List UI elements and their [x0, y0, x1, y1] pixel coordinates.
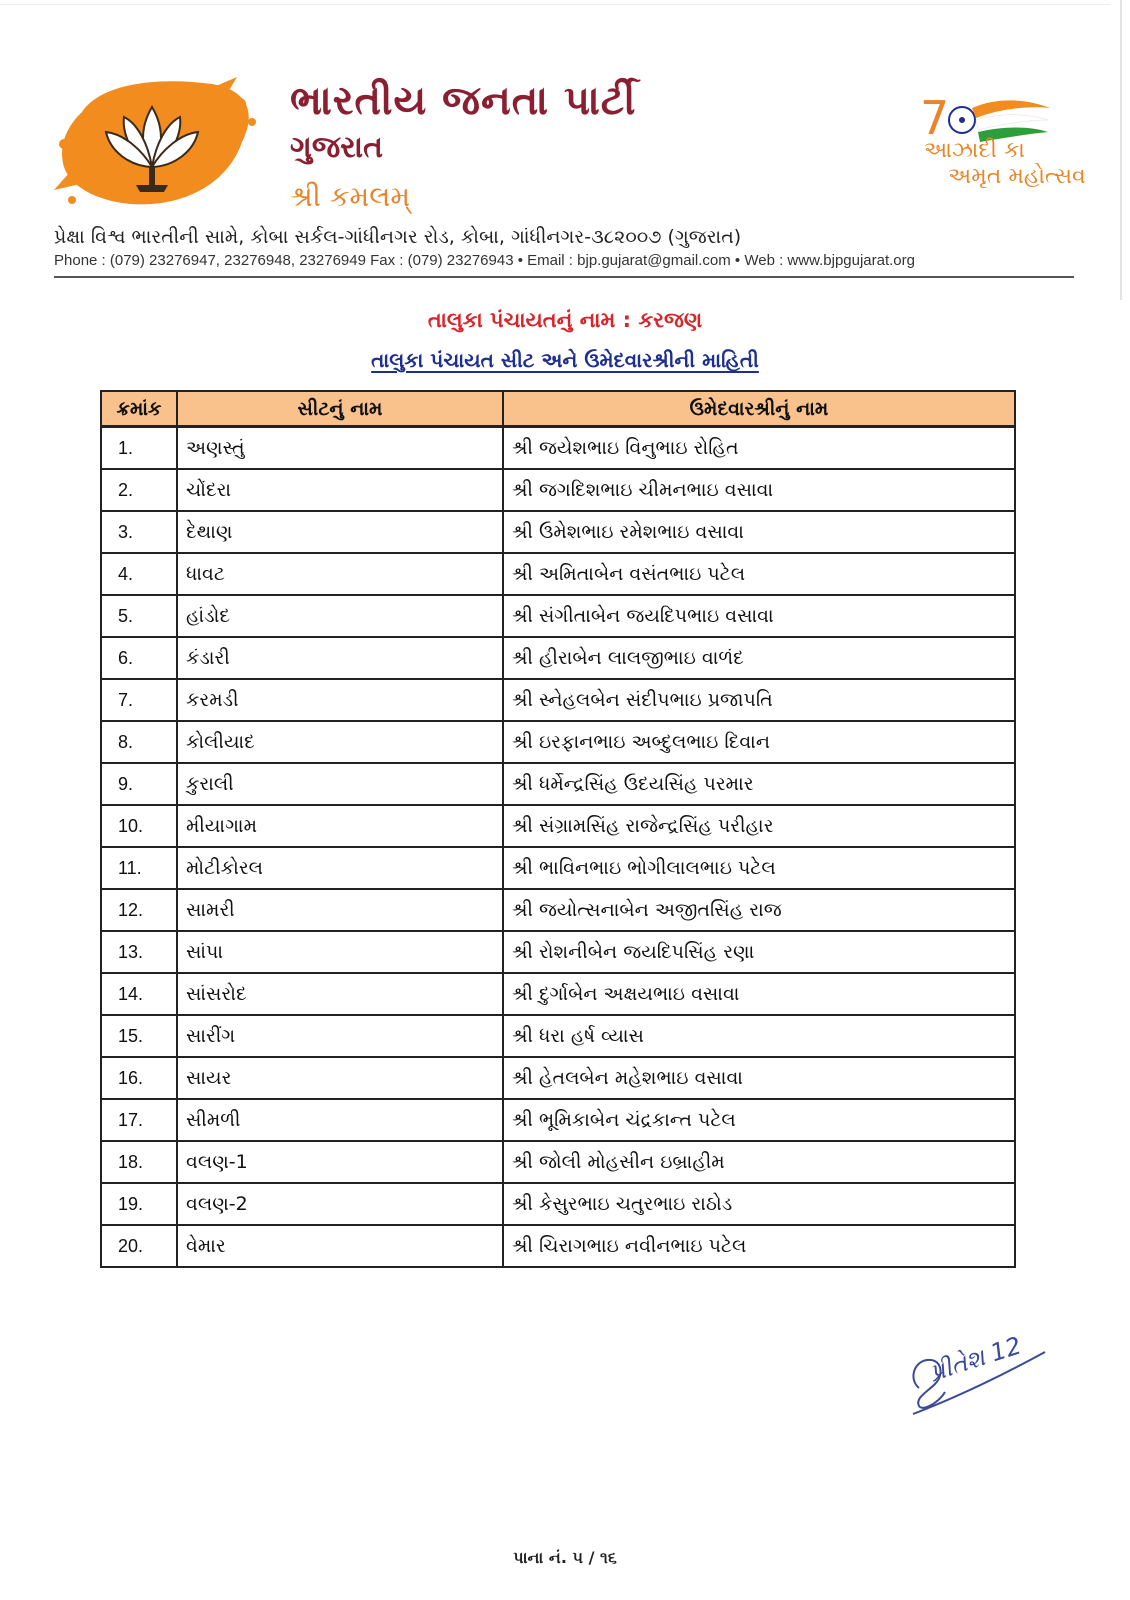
seat-cell: હાંડોદ	[177, 595, 503, 637]
candidate-cell: શ્રી દુર્ગાબેન અક્ષયભાઇ વસાવા	[503, 973, 1015, 1015]
bjp-lotus-logo	[52, 72, 262, 212]
serial-cell: 17.	[101, 1099, 177, 1141]
seat-cell: સાંસરોદ	[177, 973, 503, 1015]
candidate-cell: શ્રી ઇરફાનભાઇ અબ્દુલભાઇ દિવાન	[503, 721, 1015, 763]
candidate-cell: શ્રી સંગીતાબેન જયદિપભાઇ વસાવા	[503, 595, 1015, 637]
serial-cell: 20.	[101, 1225, 177, 1267]
party-title: ભારતીય જનતા પાર્ટી	[290, 78, 637, 124]
table-row	[101, 553, 1015, 595]
page-number: પાના નં. ૫ / ૧૬	[513, 1548, 617, 1567]
taluka-name-heading: તાલુકા પંચાયતનું નામ : કરજણ	[427, 308, 703, 332]
table-row	[101, 1141, 1015, 1183]
seat-cell: સીમળી	[177, 1099, 503, 1141]
serial-cell: 10.	[101, 805, 177, 847]
candidate-cell: શ્રી સંગ્રામસિંહ રાજેન્દ્રસિંહ પરીહાર	[503, 805, 1015, 847]
candidate-cell: શ્રી જોલી મોહસીન ઇબ્રાહીમ	[503, 1141, 1015, 1183]
badge-line-2: અમૃત મહોત્સવ	[948, 164, 1086, 189]
seat-cell: વેમાર	[177, 1225, 503, 1267]
contact-details: Phone : (079) 23276947, 23276948, 23276949 Fax : (079) 23276943 • Email : bjp.gujarat@gmail.com • Web : www.bjpgujarat.org	[54, 252, 915, 269]
table-row	[101, 469, 1015, 511]
table-row	[101, 847, 1015, 889]
seat-cell: દેથાણ	[177, 511, 503, 553]
serial-cell: 13.	[101, 931, 177, 973]
table-header-row	[101, 391, 1015, 427]
candidate-cell: શ્રી ઉમેશભાઇ રમેશભાઇ વસાવા	[503, 511, 1015, 553]
table-row	[101, 637, 1015, 679]
serial-cell: 19.	[101, 1183, 177, 1225]
candidate-table	[100, 390, 1016, 1268]
party-state: ગુજરાત	[290, 130, 384, 165]
candidate-cell: શ્રી ચિરાગભાઇ નવીનભાઇ પટેલ	[503, 1225, 1015, 1267]
seat-cell: સારીંગ	[177, 1015, 503, 1057]
seat-cell: ચોંદરા	[177, 469, 503, 511]
table-row	[101, 1183, 1015, 1225]
seat-cell: સામરી	[177, 889, 503, 931]
table-row	[101, 1057, 1015, 1099]
serial-cell: 16.	[101, 1057, 177, 1099]
serial-cell: 1.	[101, 427, 177, 470]
seat-cell: કુરાલી	[177, 763, 503, 805]
candidate-cell: શ્રી હીરાબેન લાલજીભાઇ વાળંદ	[503, 637, 1015, 679]
serial-cell: 5.	[101, 595, 177, 637]
document-subtitle	[0, 348, 1130, 372]
seat-cell: વલણ-1	[177, 1141, 503, 1183]
seat-cell: સાયર	[177, 1057, 503, 1099]
badge-line-1: આઝાદી કા	[924, 138, 1025, 163]
serial-cell: 15.	[101, 1015, 177, 1057]
candidate-cell: શ્રી જયોત્સનાબેન અજીતસિંહ રાજ	[503, 889, 1015, 931]
seat-cell: કરમડી	[177, 679, 503, 721]
svg-text:7: 7	[920, 91, 950, 145]
party-office: શ્રી કમલમ્	[290, 180, 411, 213]
candidate-cell: શ્રી રોશનીબેન જયદિપસિંહ રણા	[503, 931, 1015, 973]
table-row	[101, 427, 1015, 470]
seat-cell: સાંપા	[177, 931, 503, 973]
office-address: પ્રેક્ષા વિશ્વ ભારતીની સામે, કોબા સર્કલ-ગાંધીનગર રોડ, કોબા, ગાંધીનગર-૩૮૨૦૦૭ (ગુજરાત)	[54, 226, 742, 248]
candidate-cell: શ્રી અમિતાબેન વસંતભાઇ પટેલ	[503, 553, 1015, 595]
table-row	[101, 679, 1015, 721]
candidate-cell: શ્રી ધરા હર્ષ વ્યાસ	[503, 1015, 1015, 1057]
seat-cell: કોલીયાદ	[177, 721, 503, 763]
page-edge-top	[0, 4, 1110, 5]
page-edge-right	[1120, 0, 1122, 300]
serial-cell: 4.	[101, 553, 177, 595]
table-row	[101, 805, 1015, 847]
table-row	[101, 595, 1015, 637]
subtitle-text: તાલુકા પંચાયત સીટ અને ઉમેદવારશ્રીની માહિતી	[371, 348, 759, 372]
serial-cell: 12.	[101, 889, 177, 931]
serial-cell: 9.	[101, 763, 177, 805]
header-candidate-name: ઉમેદવારશ્રીનું નામ	[503, 391, 1015, 427]
seat-cell: મોટીકોરલ	[177, 847, 503, 889]
table-row	[101, 1015, 1015, 1057]
table-row	[101, 889, 1015, 931]
seat-cell: વલણ-2	[177, 1183, 503, 1225]
candidate-cell: શ્રી ધર્મેન્દ્રસિંહ ઉદયસિંહ પરમાર	[503, 763, 1015, 805]
candidate-cell: શ્રી ભાવિનભાઇ ભોગીલાલભાઇ પટેલ	[503, 847, 1015, 889]
table-row	[101, 763, 1015, 805]
candidate-cell: શ્રી ભૂમિકાબેન ચંદ્રકાન્ત પટેલ	[503, 1099, 1015, 1141]
header-serial: ક્રમાંક	[101, 391, 177, 427]
table-row	[101, 973, 1015, 1015]
table-row	[101, 511, 1015, 553]
table-row	[101, 1099, 1015, 1141]
seat-cell: ધાવટ	[177, 553, 503, 595]
candidate-cell: શ્રી જગદિશભાઇ ચીમનભાઇ વસાવા	[503, 469, 1015, 511]
serial-cell: 3.	[101, 511, 177, 553]
serial-cell: 6.	[101, 637, 177, 679]
candidate-cell: શ્રી જયેશભાઇ વિનુભાઇ રોહિત	[503, 427, 1015, 470]
signature-text: પ્રીતેશ 12	[925, 1331, 1025, 1388]
serial-cell: 14.	[101, 973, 177, 1015]
table-row	[101, 931, 1015, 973]
table-row	[101, 721, 1015, 763]
table-row	[101, 1225, 1015, 1267]
seat-cell: મીયાગામ	[177, 805, 503, 847]
candidate-cell: શ્રી હેતલબેન મહેશભાઇ વસાવા	[503, 1057, 1015, 1099]
seat-cell: અણસ્તું	[177, 427, 503, 470]
candidate-cell: શ્રી સ્નેહલબેન સંદીપભાઇ પ્રજાપતિ	[503, 679, 1015, 721]
header-seat-name: સીટનું નામ	[177, 391, 503, 427]
serial-cell: 11.	[101, 847, 177, 889]
serial-cell: 7.	[101, 679, 177, 721]
seat-cell: કંડારી	[177, 637, 503, 679]
candidate-cell: શ્રી કેસુરભાઇ ચતુરભાઇ રાઠોડ	[503, 1183, 1015, 1225]
serial-cell: 8.	[101, 721, 177, 763]
header-divider	[54, 276, 1074, 278]
serial-cell: 2.	[101, 469, 177, 511]
serial-cell: 18.	[101, 1141, 177, 1183]
